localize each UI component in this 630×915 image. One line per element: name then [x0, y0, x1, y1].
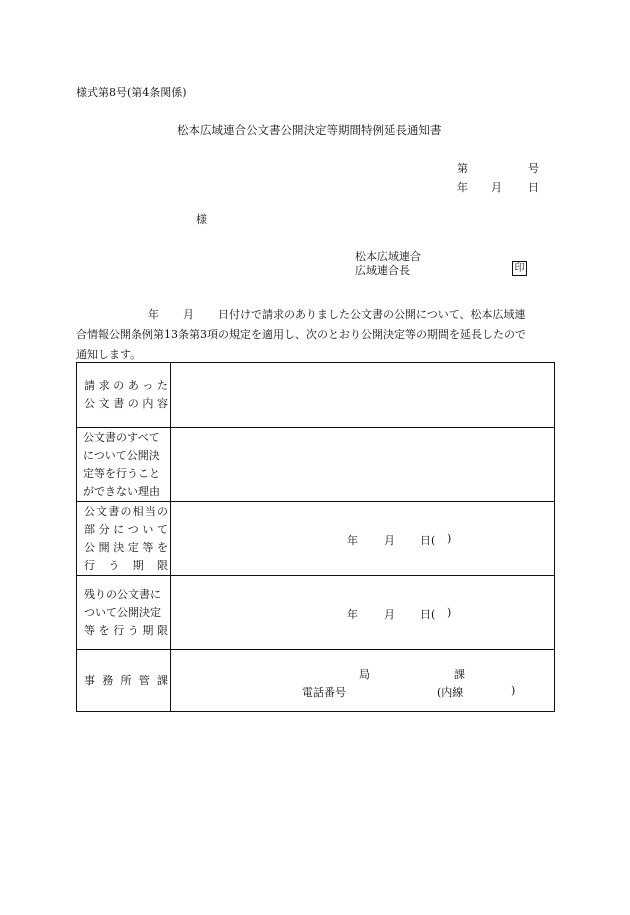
- addressee-honorific: 様: [196, 213, 207, 226]
- label-line: 定等を行うこと: [83, 466, 160, 480]
- deadline-month: 月: [384, 534, 395, 547]
- value-requested-content[interactable]: [171, 363, 554, 427]
- document-number-suffix: 号: [528, 162, 539, 175]
- label-line: 公文書の相当の: [84, 504, 168, 518]
- label-reason: [77, 428, 171, 501]
- body-year: 年: [148, 308, 159, 321]
- label-department: [77, 650, 171, 711]
- body-line-3: 通知します。: [76, 348, 142, 361]
- sender-organization: 松本広域連合: [355, 250, 421, 263]
- extension-close: ): [511, 684, 516, 697]
- value-remaining-deadline[interactable]: [171, 576, 554, 649]
- label-remaining-deadline: [77, 576, 171, 649]
- deadline-day: 日(: [420, 534, 436, 547]
- label-line: 公文書のすべて: [83, 430, 160, 444]
- deadline-year: 年: [347, 534, 358, 547]
- table-row-requested-content: [77, 363, 554, 428]
- document-title: 松本広域連合公文書公開決定等期間特例延長通知書: [177, 123, 442, 137]
- label-line: 等を行う期限: [84, 623, 168, 637]
- value-department[interactable]: [171, 650, 554, 711]
- bureau-label: 局: [359, 668, 370, 681]
- label-line: 残りの公文書に: [84, 587, 161, 601]
- notice-table: [76, 362, 555, 712]
- table-row-reason: [77, 428, 554, 502]
- table-row-department: [77, 650, 554, 711]
- label-partial-deadline: [77, 502, 171, 575]
- body-line-2: 合情報公開条例第13条第3項の規定を適用し、次のとおり公開決定等の期間を延長したので: [76, 328, 526, 341]
- label-line: 事務所管課: [84, 673, 168, 687]
- label-line: ができない理由: [83, 484, 160, 498]
- section-label: 課: [454, 668, 465, 681]
- label-line: 部分について: [84, 522, 168, 536]
- sender-title: 広域連合長: [355, 264, 410, 277]
- value-reason[interactable]: [171, 428, 554, 501]
- form-number: 様式第8号(第4条関係): [76, 86, 187, 99]
- value-partial-deadline[interactable]: [171, 502, 554, 575]
- body-line-1-rest: 日付けで請求のありました公文書の公開について、松本広域連: [218, 308, 526, 321]
- deadline-month: 月: [384, 608, 395, 621]
- extension-open: (内線: [437, 686, 464, 699]
- header-date-month: 月: [491, 181, 502, 194]
- phone-label: 電話番号: [302, 686, 346, 699]
- deadline-year: 年: [347, 608, 358, 621]
- header-date-day: 日: [528, 181, 539, 194]
- label-line: 行う期限: [84, 558, 168, 572]
- deadline-close: ): [447, 606, 452, 619]
- table-row-partial-deadline: [77, 502, 554, 576]
- table-row-remaining-deadline: [77, 576, 554, 650]
- label-line: 公文書の内容: [84, 397, 168, 410]
- label-line: ついて公開決定: [84, 605, 161, 619]
- document-number-prefix: 第: [457, 162, 468, 175]
- label-line: 公開決定等を: [84, 540, 168, 554]
- deadline-day: 日(: [420, 608, 436, 621]
- body-line-1: [76, 305, 556, 325]
- label-line: 請求のあった: [84, 379, 168, 392]
- label-line: について公開決: [83, 448, 160, 462]
- label-requested-content: [77, 363, 171, 427]
- body-paragraph: [76, 305, 556, 365]
- body-month: 月: [183, 308, 194, 321]
- seal-mark: 印: [512, 261, 527, 276]
- deadline-close: ): [447, 532, 452, 545]
- header-date-year: 年: [457, 181, 468, 194]
